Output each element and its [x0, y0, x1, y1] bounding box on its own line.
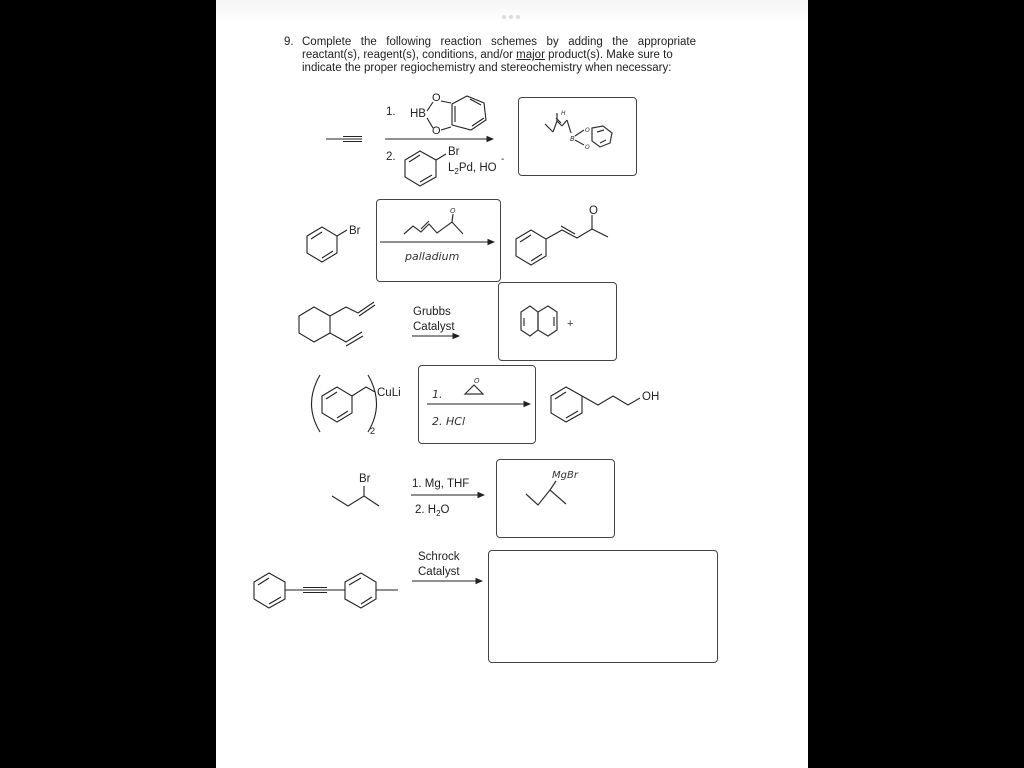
reaction3-reagent-line1: Grubbs	[413, 306, 451, 318]
catalyst-l: L	[448, 162, 455, 174]
reaction6-diarylalkyne	[254, 573, 398, 608]
reaction2-product	[516, 215, 608, 265]
reaction5-step2-a: 2. H	[415, 504, 437, 516]
reaction2-product-o: O	[589, 205, 598, 217]
reaction4-product	[551, 387, 640, 422]
bromobenzene-reagent	[405, 151, 446, 186]
reaction2-handwritten-enone	[404, 214, 463, 234]
answer5-handwritten-grignard	[526, 481, 566, 505]
reaction4-oh-label: OH	[642, 391, 660, 403]
reaction1-br-label: Br	[448, 146, 460, 158]
reaction4-culi-label: CuLi	[377, 387, 401, 399]
answer1-b-label: B	[570, 135, 575, 143]
answer5-mgbr-hand: MgBr	[552, 470, 578, 481]
question-major-word: major	[516, 49, 545, 61]
question-text-line3: indicate the proper regiochemistry and stereochemistry when necessary:	[302, 62, 672, 74]
reaction1-alkyne	[326, 137, 362, 142]
answer1-h-label: H	[561, 110, 566, 117]
question-number: 9.	[284, 36, 294, 48]
reaction2-bromobenzene	[307, 227, 347, 262]
answer1-o-bottom: O	[585, 144, 590, 151]
reaction5-bromobutane	[332, 486, 379, 506]
reaction2-reagent-o: O	[450, 207, 456, 215]
answer1-handwritten-boronate	[545, 113, 612, 147]
answer1-o-top: O	[585, 127, 590, 134]
catalyst-rest: Pd, HO	[458, 162, 497, 174]
catecholborane-o-top: O	[432, 92, 441, 104]
reaction1-step1-label: 1.	[386, 106, 396, 118]
question-text-line2-end: product(s). Make sure to	[544, 49, 673, 61]
reaction2-palladium-label: palladium	[405, 250, 460, 263]
reaction4-step2-hand: 2. HCl	[432, 415, 465, 428]
reaction1-charge: -	[501, 154, 505, 165]
reaction4-epoxide	[465, 385, 483, 394]
reaction5-step2-b: O	[440, 504, 450, 516]
reaction3-diene	[299, 302, 375, 346]
reaction6-reagent-line1: Schrock	[418, 551, 460, 563]
reaction5-step2-sub: 2	[436, 509, 441, 518]
reaction1-step2-label: 2.	[386, 151, 396, 163]
catalyst-sub: 2	[454, 167, 459, 176]
reaction4-step1-hand: 1.	[432, 388, 443, 401]
answer3-handwritten-bicycle	[521, 306, 557, 336]
reaction4-subscript: 2	[370, 426, 376, 436]
question-text-line1: Complete the following reaction schemes by adding the appropriate	[302, 36, 696, 48]
reaction3-reagent-line2: Catalyst	[413, 321, 455, 333]
answer3-plus: +	[567, 318, 574, 330]
reaction5-step1: 1. Mg, THF	[412, 478, 470, 490]
reaction6-reagent-line2: Catalyst	[418, 566, 460, 578]
catecholborane-o-bottom: O	[432, 125, 441, 137]
reaction1-catalyst-label	[448, 162, 497, 176]
reaction4-cuprate	[312, 375, 377, 432]
reaction1-hb-label: HB	[410, 108, 426, 120]
reaction5-br-label: Br	[359, 473, 371, 485]
reaction5-step2	[415, 504, 450, 518]
reaction2-br-label: Br	[349, 225, 361, 237]
question-text-line2-start: reactant(s), reagent(s), conditions, and/or	[302, 49, 517, 61]
reaction4-epoxide-o: O	[474, 377, 480, 385]
